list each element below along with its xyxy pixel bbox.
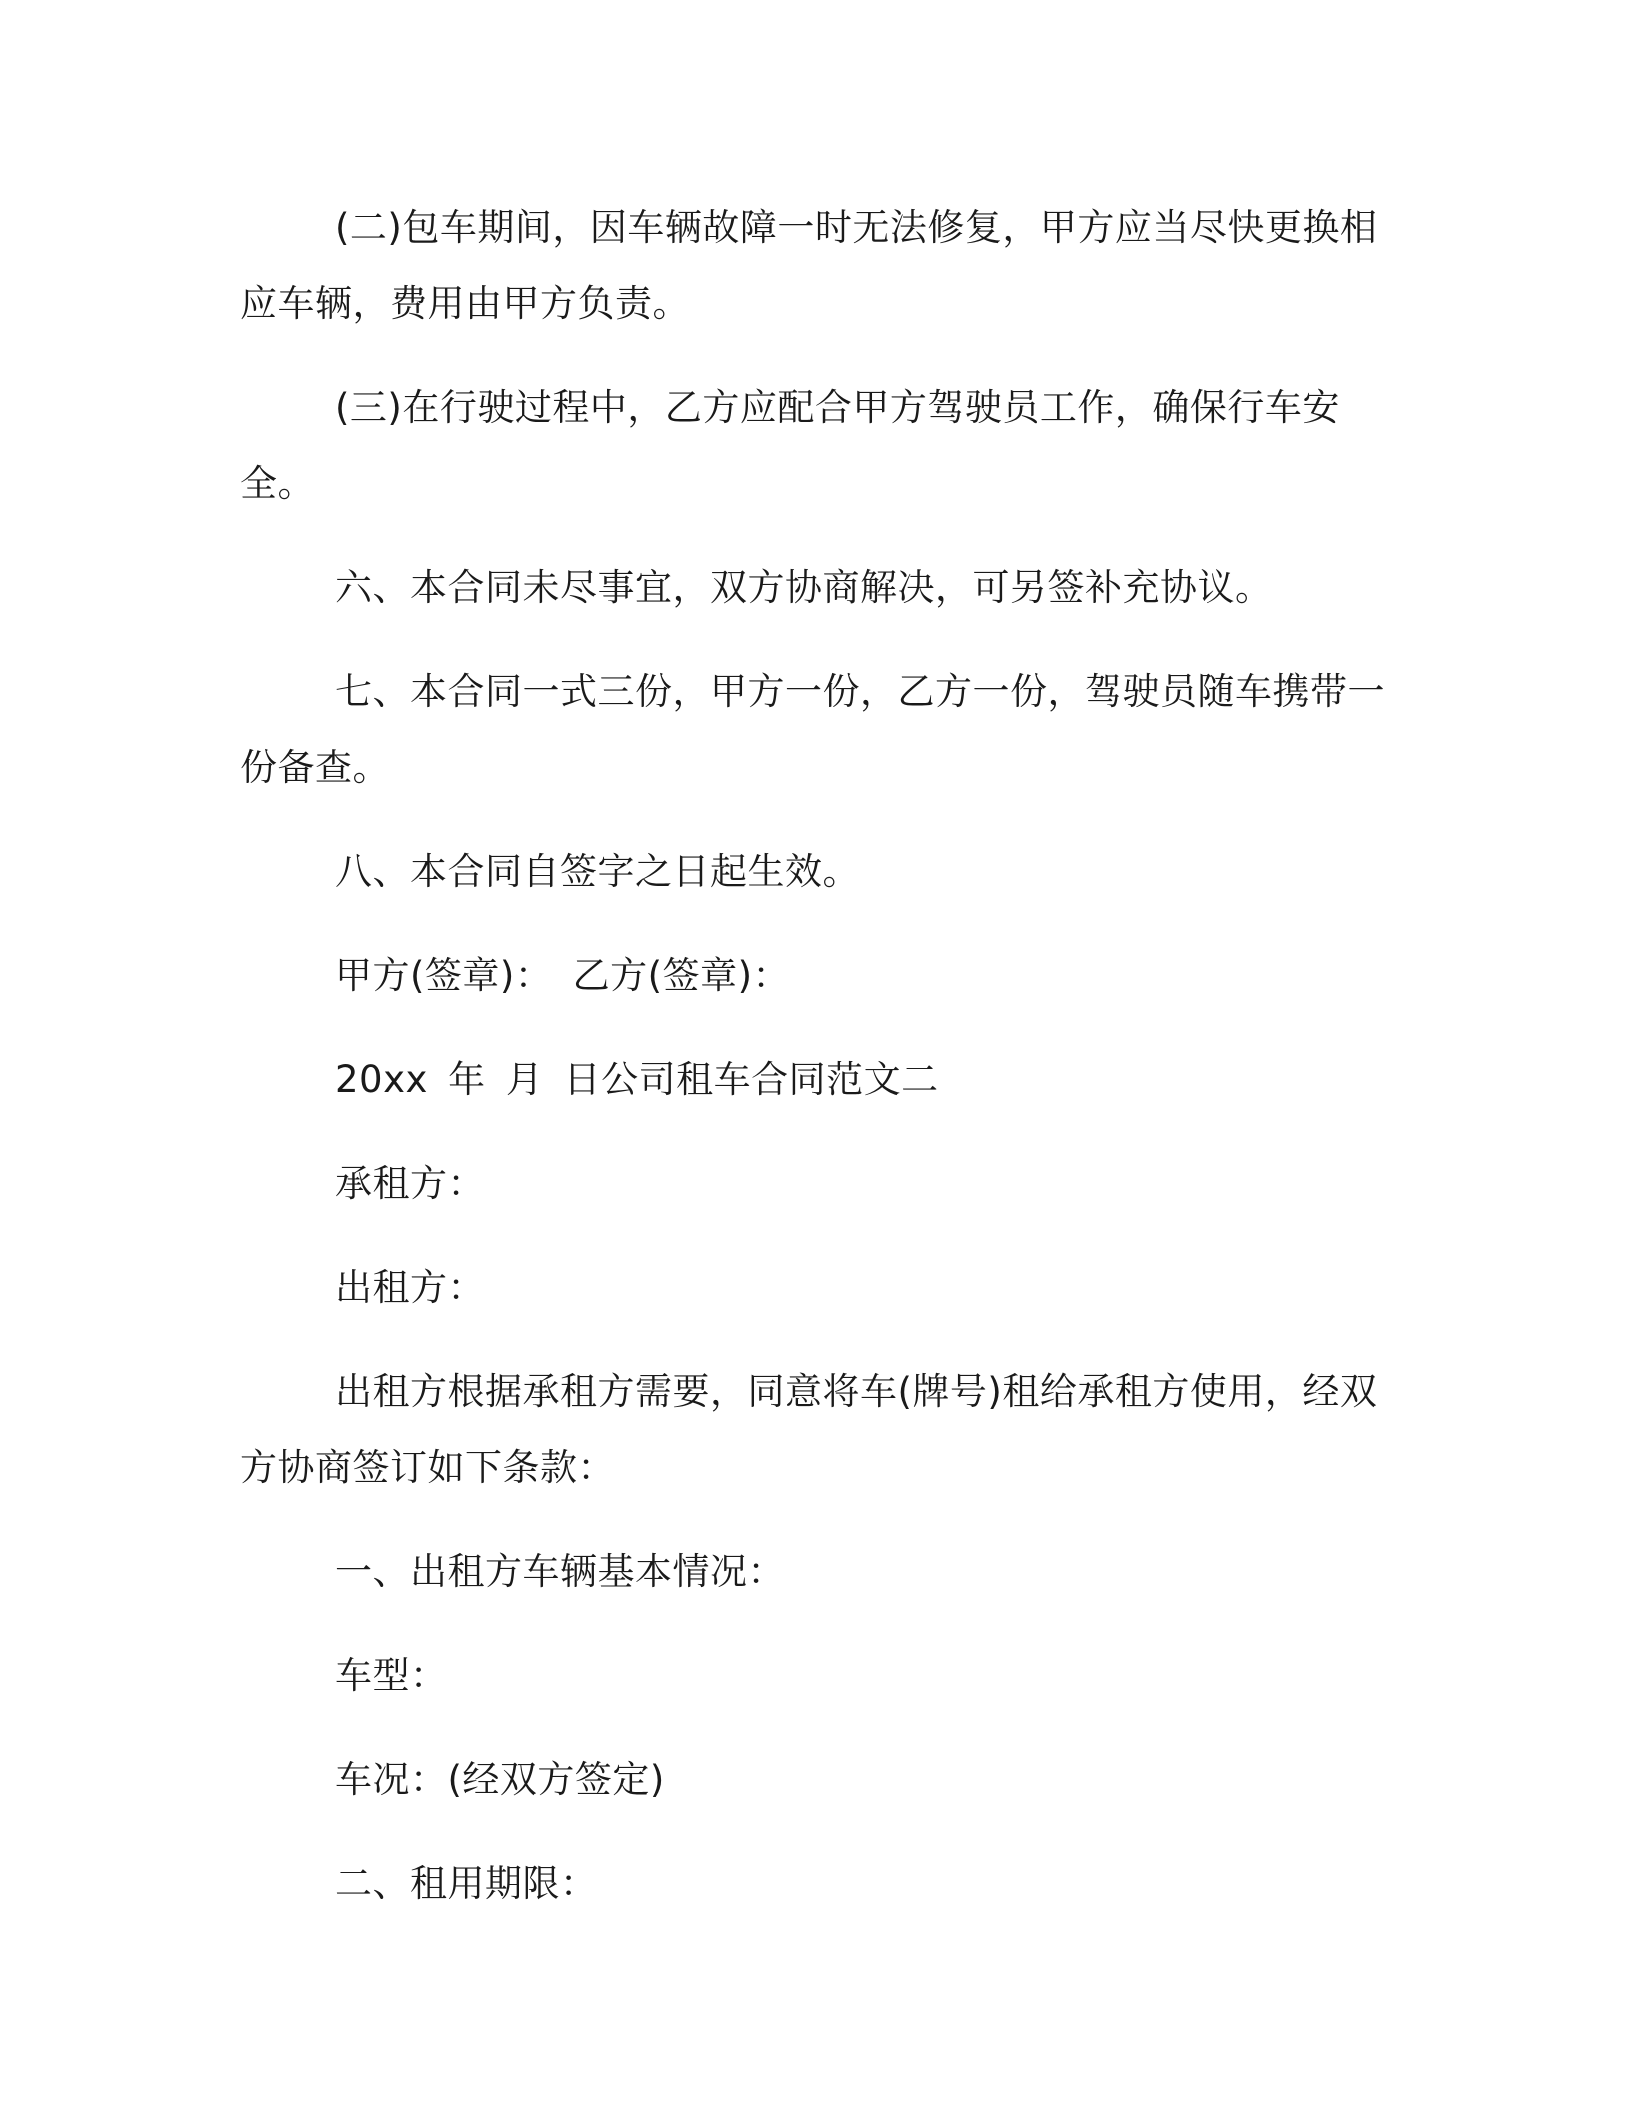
section-1-vehicle-info: 一、出租方车辆基本情况： bbox=[335, 1550, 785, 1593]
date-and-heading: 20xx 年 月 日公司租车合同范文二 bbox=[335, 1058, 939, 1101]
paragraph-2-vehicle-failure: (二)包车期间，因车辆故障一时无法修复，甲方应当尽快更换相应车辆，费用由甲方负责。 bbox=[240, 206, 1378, 325]
clause-6-supplementary: 六、本合同未尽事宜，双方协商解决，可另签补充协议。 bbox=[335, 566, 1273, 609]
signature-line: 甲方(签章)： 乙方(签章)： bbox=[335, 954, 791, 997]
vehicle-condition-field: 车况：(经双方签定) bbox=[335, 1758, 665, 1801]
document-body bbox=[240, 190, 1400, 1950]
clause-8-effective: 八、本合同自签字之日起生效。 bbox=[335, 850, 860, 893]
agreement-intro: 出租方根据承租方需要，同意将车(牌号)租给承租方使用，经双方协商签订如下条款： bbox=[240, 1370, 1378, 1489]
section-2-lease-term: 二、租用期限： bbox=[335, 1862, 598, 1905]
vehicle-model-field: 车型： bbox=[335, 1654, 448, 1697]
clause-7-copies: 七、本合同一式三份，甲方一份，乙方一份，驾驶员随车携带一份备查。 bbox=[240, 670, 1385, 789]
lessor-field: 出租方： bbox=[335, 1266, 485, 1309]
lessee-field: 承租方： bbox=[335, 1162, 485, 1205]
paragraph-3-driving-safety: (三)在行驶过程中，乙方应配合甲方驾驶员工作，确保行车安全。 bbox=[240, 386, 1340, 505]
